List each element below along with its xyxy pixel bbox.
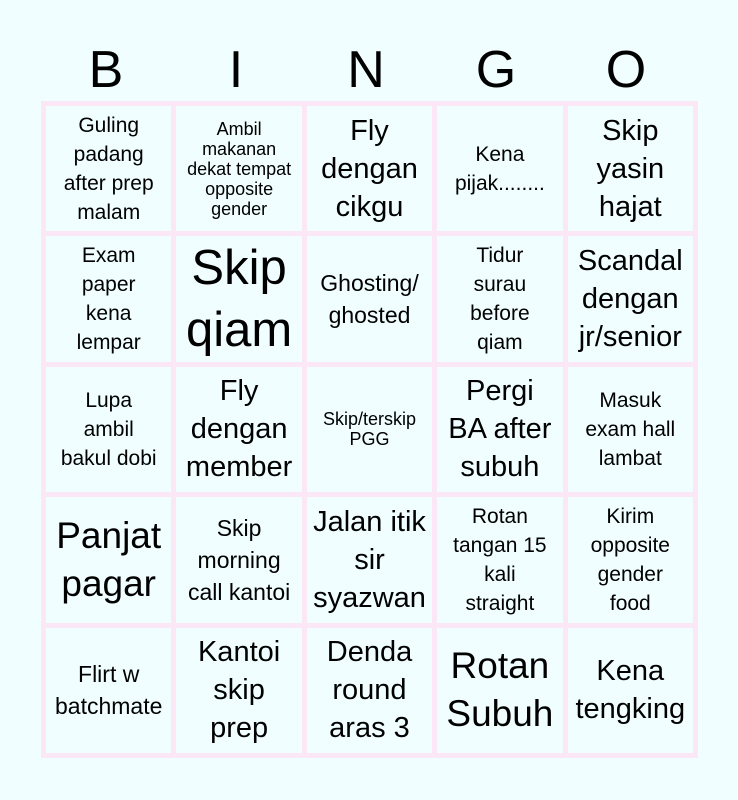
bingo-cell[interactable]: [307, 236, 432, 361]
header-letter-b: B: [88, 41, 124, 99]
cell-text: Kena tengking: [575, 655, 686, 726]
bingo-board: [41, 101, 698, 758]
bingo-cell[interactable]: [307, 367, 432, 492]
bingo-cell[interactable]: [568, 367, 693, 492]
header-letter-n: N: [347, 41, 385, 99]
bingo-cell[interactable]: [176, 106, 301, 231]
header-letter-i: I: [228, 41, 244, 99]
cell-text: Skip qiam: [185, 241, 293, 358]
bingo-cell[interactable]: [437, 628, 562, 753]
cell-text: Skip yasin hajat: [596, 114, 665, 223]
cell-text: Fly dengan member: [185, 375, 293, 484]
bingo-cell[interactable]: [437, 106, 562, 231]
bingo-cell[interactable]: [437, 236, 562, 361]
bingo-cell[interactable]: [46, 367, 171, 492]
bingo-cell[interactable]: [307, 497, 432, 622]
cell-text: Kantoi skip prep: [197, 636, 281, 745]
bingo-cell[interactable]: [46, 497, 171, 622]
cell-text: Rotan Subuh: [446, 645, 554, 735]
cell-text: Pergi BA after subuh: [448, 375, 552, 484]
cell-text: Lupa ambil bakul dobi: [60, 388, 157, 470]
cell-text: Ghosting/ ghosted: [320, 270, 419, 329]
bingo-cell[interactable]: [176, 628, 301, 753]
cell-text: Kirim opposite gender food: [590, 504, 670, 615]
bingo-cell[interactable]: [46, 106, 171, 231]
cell-text: Denda round aras 3: [326, 636, 413, 745]
bingo-cell[interactable]: [437, 367, 562, 492]
cell-text: Skip morning call kantoi: [187, 514, 291, 605]
cell-text: Kena pijak........: [454, 142, 545, 195]
bingo-cell[interactable]: [437, 497, 562, 622]
cell-text: Scandal dengan jr/senior: [577, 245, 683, 354]
cell-text: Guling padang after prep malam: [63, 113, 154, 224]
cell-text: Panjat pagar: [56, 514, 162, 604]
cell-text: Fly dengan cikgu: [321, 114, 418, 223]
bingo-cell[interactable]: [568, 106, 693, 231]
bingo-cell[interactable]: [46, 236, 171, 361]
bingo-cell[interactable]: [568, 628, 693, 753]
cell-text: Ambil makanan dekat tempat opposite gender: [187, 118, 292, 219]
bingo-cell[interactable]: [568, 236, 693, 361]
bingo-cell[interactable]: [307, 106, 432, 231]
bingo-cell[interactable]: [176, 497, 301, 622]
cell-text: Jalan itik sir syazwan: [313, 505, 426, 614]
bingo-cell[interactable]: [307, 628, 432, 753]
cell-text: Skip/terskip PGG: [322, 409, 417, 450]
cell-text: Rotan tangan 15 kali straight: [453, 504, 547, 615]
bingo-cell[interactable]: [568, 497, 693, 622]
cell-text: Exam paper kena lempar: [76, 244, 141, 355]
header-letter-o: O: [605, 41, 647, 99]
bingo-cell[interactable]: [176, 367, 301, 492]
bingo-cell[interactable]: [46, 628, 171, 753]
cell-text: Masuk exam hall lambat: [585, 388, 676, 470]
bingo-header: [41, 40, 691, 100]
cell-text: Tidur surau before qiam: [470, 244, 530, 355]
header-letter-g: G: [475, 41, 517, 99]
cell-text: Flirt w batchmate: [54, 661, 163, 720]
bingo-cell[interactable]: [176, 236, 301, 361]
